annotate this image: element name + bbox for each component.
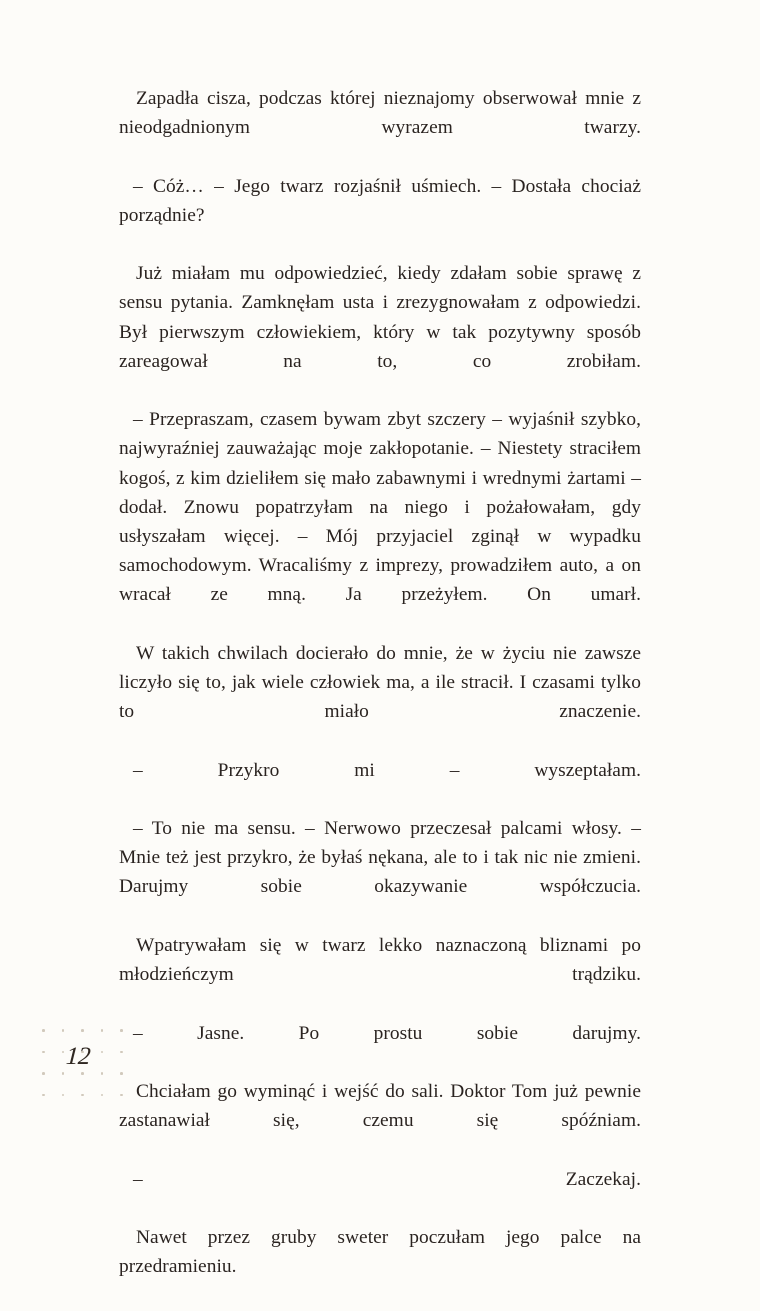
body-text-column [119, 84, 641, 1311]
paragraph: Zapadła cisza, podczas której nieznajomy obserwował mnie z nieodgadnionym wyrazem twarzy. [119, 88, 641, 139]
grid-dot [42, 1094, 45, 1097]
page-number: 12 [65, 1043, 91, 1070]
paragraph: W takich chwilach docierało do mnie, że w życiu nie zawsze liczyło się to, jak wiele człowiek ma, a ile stracił. I czasami tylko to miało znaczenie. [119, 642, 641, 723]
paragraph: – Cóż… – Jego twarz rozjaśnił uśmiech. – Dostała chociaż porządnie? [119, 175, 641, 226]
paragraph: Nawet przez gruby sweter poczułam jego palce na przedramieniu. [119, 1226, 641, 1278]
grid-dot [120, 1094, 123, 1097]
paragraph: – Przykro mi – wyszeptałam. [133, 759, 641, 781]
grid-dot [62, 1051, 65, 1054]
grid-dot [120, 1072, 123, 1075]
grid-dot [101, 1072, 104, 1075]
grid-dot [42, 1051, 45, 1054]
grid-dot [81, 1094, 84, 1097]
grid-dot [81, 1029, 84, 1032]
grid-dot [62, 1094, 65, 1097]
paragraph: – Przepraszam, czasem bywam zbyt szczery – wyjaśnił szybko, najwyraźniej zauważając moje zakłopotanie. – Niestety straciłem kogoś, z kim dzieliłem się mało zabawnymi i wrednymi żartami – dodał. Znowu popatrzyłam na niego i pożałowałam, gdy usłyszałam więcej. – Mój przyjaciel zginął w wypadku samochodowym. Wracaliśmy z imprezy, prowadziłem auto, a on wracał ze mną. Ja przeżyłem. On umarł. [119, 409, 641, 606]
paragraph: Wpatrywałam się w twarz lekko naznaczoną bliznami po młodzieńczym trądziku. [119, 934, 641, 986]
grid-dot [42, 1029, 45, 1032]
grid-dot [101, 1029, 104, 1032]
grid-dot [120, 1029, 123, 1032]
paragraph: – Jasne. Po prostu sobie darujmy. [133, 1022, 641, 1044]
grid-dot [120, 1051, 123, 1054]
grid-dot [81, 1072, 84, 1075]
paragraph: Już miałam mu odpowiedzieć, kiedy zdałam sobie sprawę z sensu pytania. Zamknęłam usta i zrezygnowałam z odpowiedzi. Był pierwszym człowiekiem, który w tak pozytywny sposób zareagował na to, co zrobiłam. [119, 263, 641, 372]
grid-dot [62, 1072, 65, 1075]
paragraph: Chciałam go wyminąć i wejść do sali. Doktor Tom już pewnie zastanawiał się, czemu się spóźniam. [119, 1080, 641, 1132]
paragraph: – Zaczekaj. [133, 1168, 641, 1190]
grid-dot [62, 1029, 65, 1032]
grid-dot [42, 1072, 45, 1075]
grid-dot [101, 1094, 104, 1097]
paragraph: – To nie ma sensu. – Nerwowo przeczesał palcami włosy. – Mnie też jest przykro, że byłaś nękana, ale to i tak nic nie zmieni. Darujmy sobie okazywanie współczucia. [119, 818, 641, 898]
grid-dot [101, 1051, 104, 1054]
page-footer-ornament [36, 1024, 128, 1106]
